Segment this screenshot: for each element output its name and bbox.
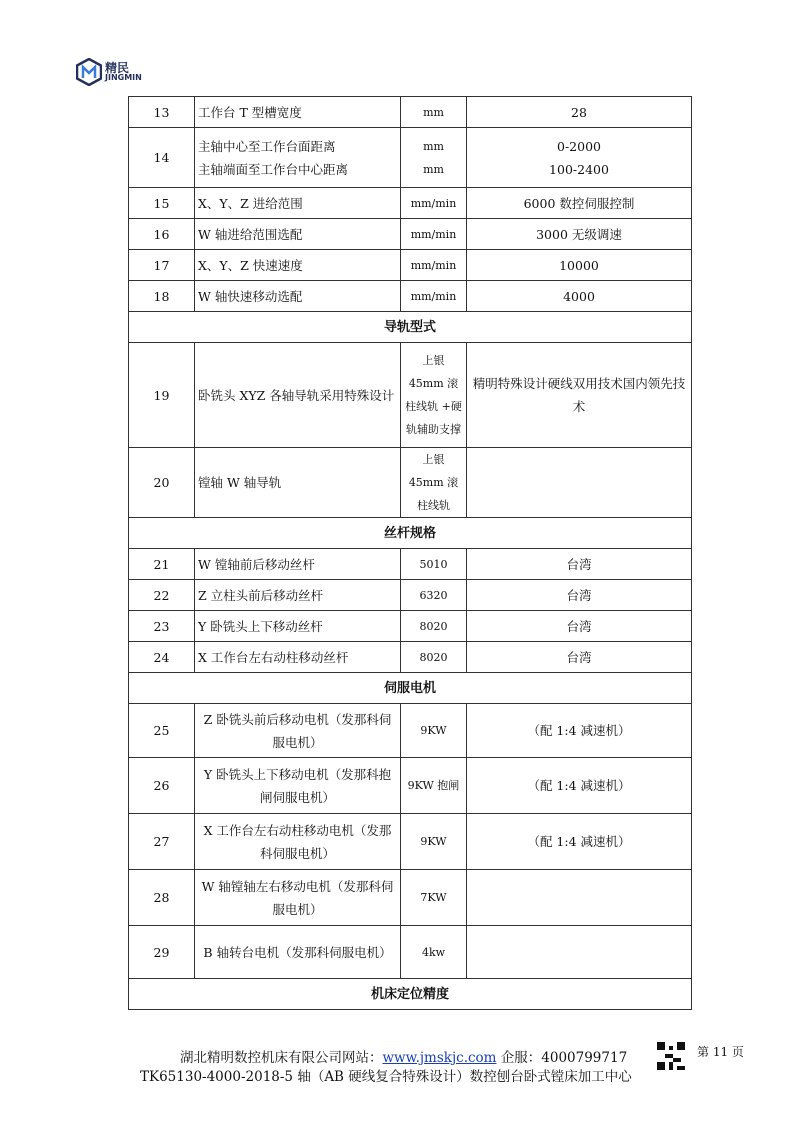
item-unit: mm/min [401, 281, 467, 312]
row-number: 16 [129, 219, 195, 250]
section-row [129, 673, 692, 704]
item-value: 台湾 [467, 642, 692, 673]
item-name: Z 立柱头前后移动丝杆 [195, 580, 401, 611]
value-line: 0-2000 [557, 138, 601, 154]
section-title: 机床定位精度 [129, 979, 692, 1010]
table-row [129, 188, 692, 219]
item-value: 3000 无级调速 [467, 219, 692, 250]
section-row [129, 312, 692, 343]
item-unit: 6320 [401, 580, 467, 611]
table-row [129, 642, 692, 673]
item-value: 10000 [467, 250, 692, 281]
item-value: 28 [467, 97, 692, 128]
table-row [129, 250, 692, 281]
row-number: 20 [129, 448, 195, 518]
row-number: 26 [129, 758, 195, 814]
website-link[interactable]: www.jmskjc.com [382, 1050, 497, 1066]
item-value: 台湾 [467, 549, 692, 580]
item-value: 6000 数控伺服控制 [467, 188, 692, 219]
item-value: （配 1:4 减速机） [467, 814, 692, 870]
table-row [129, 870, 692, 926]
logo-en: JINGMIN [105, 73, 142, 82]
table-row [129, 611, 692, 642]
row-number: 27 [129, 814, 195, 870]
table-row [129, 758, 692, 814]
item-unit: 8020 [401, 642, 467, 673]
item-name: Z 卧铣头前后移动电机（发那科伺服电机） [195, 704, 401, 758]
row-number: 13 [129, 97, 195, 128]
item-unit: 4kw [401, 926, 467, 979]
item-name: B 轴转台电机（发那科伺服电机） [195, 926, 401, 979]
item-value: 台湾 [467, 580, 692, 611]
item-name: Y 卧铣头上下移动丝杆 [195, 611, 401, 642]
row-number: 25 [129, 704, 195, 758]
item-name: W 镗轴前后移动丝杆 [195, 549, 401, 580]
row-number: 28 [129, 870, 195, 926]
table-row [129, 448, 692, 518]
footer-company-name: 湖北精明数控机床有限公司网站： [180, 1050, 383, 1066]
item-name: 镗轴 W 轴导轨 [195, 448, 401, 518]
item-value [467, 926, 692, 979]
table-row [129, 281, 692, 312]
unit-line: mm [423, 139, 444, 153]
item-name: W 轴进给范围选配 [195, 219, 401, 250]
row-number: 22 [129, 580, 195, 611]
item-name: W 轴快速移动选配 [195, 281, 401, 312]
row-number: 18 [129, 281, 195, 312]
item-value: 台湾 [467, 611, 692, 642]
item-unit: mm [401, 97, 467, 128]
item-unit: 5010 [401, 549, 467, 580]
page-number: 第 11 页 [697, 1045, 744, 1059]
table-row [129, 814, 692, 870]
item-unit: 7KW [401, 870, 467, 926]
table-row [129, 926, 692, 979]
company-logo [76, 58, 142, 86]
item-unit: 上银 45mm 滚柱线轨 +硬轨辅助支撑 [401, 343, 467, 448]
item-name: X、Y、Z 进给范围 [195, 188, 401, 219]
table-row [129, 128, 692, 188]
logo-cn: 精民 [105, 61, 130, 75]
item-unit: 9KW [401, 704, 467, 758]
item-name-line: 主轴端面至工作台中心距离 [198, 161, 349, 177]
unit-line: mm [423, 162, 444, 176]
item-name [195, 128, 401, 188]
item-value [467, 870, 692, 926]
item-value: （配 1:4 减速机） [467, 758, 692, 814]
row-number: 29 [129, 926, 195, 979]
row-number: 24 [129, 642, 195, 673]
section-title: 伺服电机 [129, 673, 692, 704]
qr-code-icon [657, 1042, 685, 1070]
item-unit: 上银 45mm 滚柱线轨 [401, 448, 467, 518]
table-row [129, 580, 692, 611]
row-number: 19 [129, 343, 195, 448]
table-row [129, 704, 692, 758]
item-value: 4000 [467, 281, 692, 312]
item-name: 卧铣头 XYZ 各轴导轨采用特殊设计 [195, 343, 401, 448]
item-unit: 9KW 抱闸 [401, 758, 467, 814]
item-unit: 9KW [401, 814, 467, 870]
item-name-line: 主轴中心至工作台面距离 [198, 138, 336, 154]
item-unit: 8020 [401, 611, 467, 642]
row-number: 14 [129, 128, 195, 188]
table-row [129, 343, 692, 448]
item-unit: mm/min [401, 188, 467, 219]
item-value: 精明特殊设计硬线双用技术国内领先技术 [467, 343, 692, 448]
row-number: 17 [129, 250, 195, 281]
item-unit: mm/min [401, 219, 467, 250]
item-unit [401, 128, 467, 188]
section-row [129, 518, 692, 549]
section-title: 导轨型式 [129, 312, 692, 343]
item-unit: mm/min [401, 250, 467, 281]
item-name: X、Y、Z 快速速度 [195, 250, 401, 281]
row-number: 23 [129, 611, 195, 642]
row-number: 15 [129, 188, 195, 219]
row-number: 21 [129, 549, 195, 580]
item-name: Y 卧铣头上下移动电机（发那科抱闸伺服电机） [195, 758, 401, 814]
table-row [129, 219, 692, 250]
item-value [467, 448, 692, 518]
item-name: W 轴镗轴左右移动电机（发那科伺服电机） [195, 870, 401, 926]
section-title: 丝杆规格 [129, 518, 692, 549]
value-line: 100-2400 [549, 161, 609, 177]
section-row [129, 979, 692, 1010]
spec-table [128, 96, 692, 1010]
table-row [129, 549, 692, 580]
footer-hotline: 企服：4000799717 [496, 1050, 628, 1066]
item-value [467, 128, 692, 188]
jingmin-logo-icon [76, 58, 102, 86]
table-row [129, 97, 692, 128]
item-name: 工作台 T 型槽宽度 [195, 97, 401, 128]
item-name: X 工作台左右动柱移动丝杆 [195, 642, 401, 673]
item-value: （配 1:4 减速机） [467, 704, 692, 758]
item-name: X 工作台左右动柱移动电机（发那科伺服电机） [195, 814, 401, 870]
footer-product: TK65130-4000-2018-5 轴（AB 硬线复合特殊设计）数控刨台卧式镗床加工中心 [140, 1069, 632, 1085]
